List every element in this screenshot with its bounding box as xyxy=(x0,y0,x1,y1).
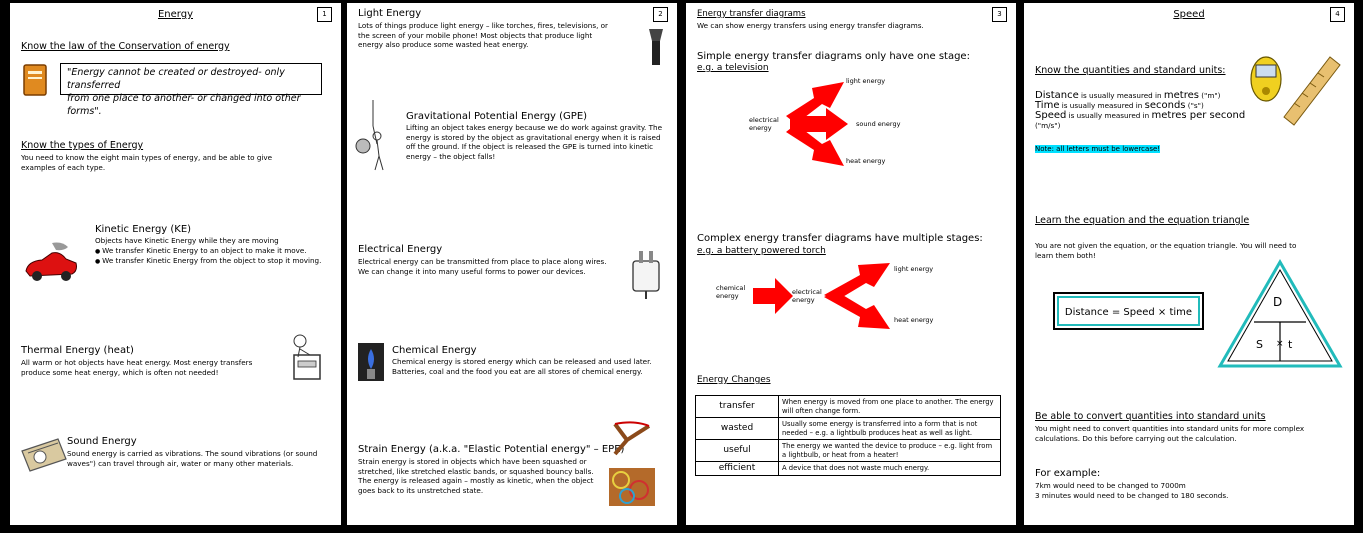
triangle-distance: D xyxy=(1273,295,1283,309)
simple-output-light: light energy xyxy=(846,77,886,85)
book-icon xyxy=(22,63,48,97)
chemical-title: Chemical Energy xyxy=(392,345,477,356)
complex-arrow-1 xyxy=(753,278,793,314)
car-icon xyxy=(22,241,80,285)
definition-cell: A device that does not waste much energy. xyxy=(779,462,1001,476)
radio-icon xyxy=(18,431,70,473)
table-row xyxy=(696,462,1001,476)
etd-intro: We can show energy transfers using energy transfer diagrams. xyxy=(697,21,924,30)
page-3 xyxy=(686,3,1016,525)
page-number: 4 xyxy=(1330,7,1345,22)
table-row xyxy=(696,396,1001,418)
complex-output-heat: heat energy xyxy=(894,316,934,324)
distance-row: Distance is usually measured in metres ("m") xyxy=(1035,90,1221,101)
simple-heading: Simple energy transfer diagrams only have one stage: xyxy=(697,51,970,62)
ruler-icon xyxy=(1280,55,1344,127)
definition-cell: When energy is moved from one place to another. The energy will often change form. xyxy=(779,396,1001,418)
toaster-icon xyxy=(286,333,326,383)
quantities-heading: Know the quantities and standard units: xyxy=(1035,65,1226,76)
example-text: 7km would need to be changed to 7000m 3 minutes would need to be changed to 180 seconds. xyxy=(1035,481,1229,500)
simple-output-sound: sound energy xyxy=(856,120,901,128)
strain-text: Strain energy is stored in objects which have been squashed or stretched, like stretched elastic bands, or squashed bouncy balls. The energy is released again – mostly as kinetic, when the object goes back to its unstretched state. xyxy=(358,457,594,495)
types-text: You need to know the eight main types of energy, and be able to give examples of each type. xyxy=(21,153,273,172)
equation-text: You are not given the equation, or the equation triangle. You will need to learn them both! xyxy=(1035,241,1297,260)
lowercase-note: Note: all letters must be lowercase! xyxy=(1035,145,1161,153)
term-cell: wasted xyxy=(696,418,779,440)
complex-split-arrows xyxy=(824,261,892,331)
catapult-icon xyxy=(605,418,661,458)
light-text: Lots of things produce light energy – like torches, fires, televisions, or the screen of your mobile phone! Most objects that produce light energy also produce some wasted heat energy. xyxy=(358,21,608,50)
term-cell: transfer xyxy=(696,396,779,418)
strain-title: Strain Energy (a.k.a. "Elastic Potential energy" – EPE) xyxy=(358,444,625,455)
sound-text: Sound energy is carried as vibrations. The sound vibrations (or sound waves") can travel through air, water or many other materials. xyxy=(67,449,318,468)
conservation-quote: "Energy cannot be created or destroyed- only transferred from one place to another- or changed into other forms". xyxy=(60,63,322,95)
simple-transfer-arrows xyxy=(786,78,856,168)
equation-heading: Learn the equation and the equation triangle xyxy=(1035,215,1250,226)
speed-row: Speed is usually measured in metres per second ("m/s") xyxy=(1035,110,1246,130)
conservation-heading: Know the law of the Conservation of energy xyxy=(21,41,230,52)
convert-heading: Be able to convert quantities into standard units xyxy=(1035,411,1266,422)
gpe-title: Gravitational Potential Energy (GPE) xyxy=(406,111,588,122)
simple-output-heat: heat energy xyxy=(846,157,886,165)
energy-changes-table xyxy=(695,395,1001,476)
page-1 xyxy=(10,3,341,525)
changes-heading: Energy Changes xyxy=(697,375,771,385)
electrical-title: Electrical Energy xyxy=(358,244,443,255)
simple-input-label: electrical energy xyxy=(749,116,779,132)
page-number: 2 xyxy=(653,7,668,22)
speed-formula-box: Distance = Speed × time xyxy=(1053,292,1204,330)
thermal-title: Thermal Energy (heat) xyxy=(21,345,134,356)
page-2 xyxy=(347,3,677,525)
types-heading: Know the types of Energy xyxy=(21,140,144,151)
definition-cell: The energy we wanted the device to produce – e.g. light from a lightbulb, or heat from a heater! xyxy=(779,440,1001,462)
triangle-times: × xyxy=(1276,339,1284,349)
page-title: Speed xyxy=(1173,9,1205,20)
definition-cell: Usually some energy is transferred into a form that is not needed – e.g. a lightbulb produces heat as well as light. xyxy=(779,418,1001,440)
chemical-text: Chemical energy is stored energy which can be released and used later. Batteries, coal and the food you eat are all stores of chemical energy. xyxy=(392,357,652,376)
rubber-bands-icon xyxy=(609,468,655,506)
thermal-text: All warm or hot objects have heat energy. Most energy transfers produce some heat energy, which is often not needed! xyxy=(21,358,253,377)
complex-heading: Complex energy transfer diagrams have multiple stages: xyxy=(697,233,983,244)
gpe-text: Lifting an object takes energy because we do work against gravity. The energy is stored by the object as gravitational energy when it is raised off the ground. If the object is released the GPE is turned into kinetic energy – the object falls! xyxy=(406,123,662,161)
complex-mid-label: electrical energy xyxy=(792,288,822,304)
page-number: 3 xyxy=(992,7,1007,22)
triangle-time: t xyxy=(1288,338,1293,351)
table-row xyxy=(696,440,1001,462)
kinetic-text: Objects have Kinetic Energy while they are moving ● We transfer Kinetic Energy to an object to make it move. ● We transfer Kinetic Energy from the object to stop it moving. xyxy=(95,236,335,267)
electrical-text: Electrical energy can be transmitted from place to place along wires. We can change it into many useful forms to power our devices. xyxy=(358,257,607,276)
page-number: 1 xyxy=(317,7,332,22)
quantities-list xyxy=(1035,91,1265,131)
time-row: Time is usually measured in seconds ("s") xyxy=(1035,100,1204,111)
kinetic-title: Kinetic Energy (KE) xyxy=(95,224,192,235)
torch-icon xyxy=(643,27,669,67)
etd-heading: Energy transfer diagrams xyxy=(697,9,806,19)
bunsen-burner-icon xyxy=(356,339,386,383)
term-cell: efficient xyxy=(696,462,779,476)
triangle-speed: S xyxy=(1256,338,1263,351)
plug-icon xyxy=(627,247,667,299)
page-4 xyxy=(1024,3,1354,525)
person-lifting-icon xyxy=(353,98,393,173)
example-heading: For example: xyxy=(1035,468,1101,479)
sound-title: Sound Energy xyxy=(67,436,137,447)
simple-example: e.g. a television xyxy=(697,63,769,73)
page-title: Energy xyxy=(157,9,193,20)
equation-triangle xyxy=(1216,258,1344,370)
complex-example: e.g. a battery powered torch xyxy=(697,246,826,256)
table-row xyxy=(696,418,1001,440)
complex-output-light: light energy xyxy=(894,265,934,273)
convert-text: You might need to convert quantities into standard units for more complex calculations. Do this before carrying out the calculation. xyxy=(1035,424,1305,443)
complex-input-label: chemical energy xyxy=(716,284,746,300)
term-cell: useful xyxy=(696,440,779,462)
light-title: Light Energy xyxy=(358,8,422,19)
